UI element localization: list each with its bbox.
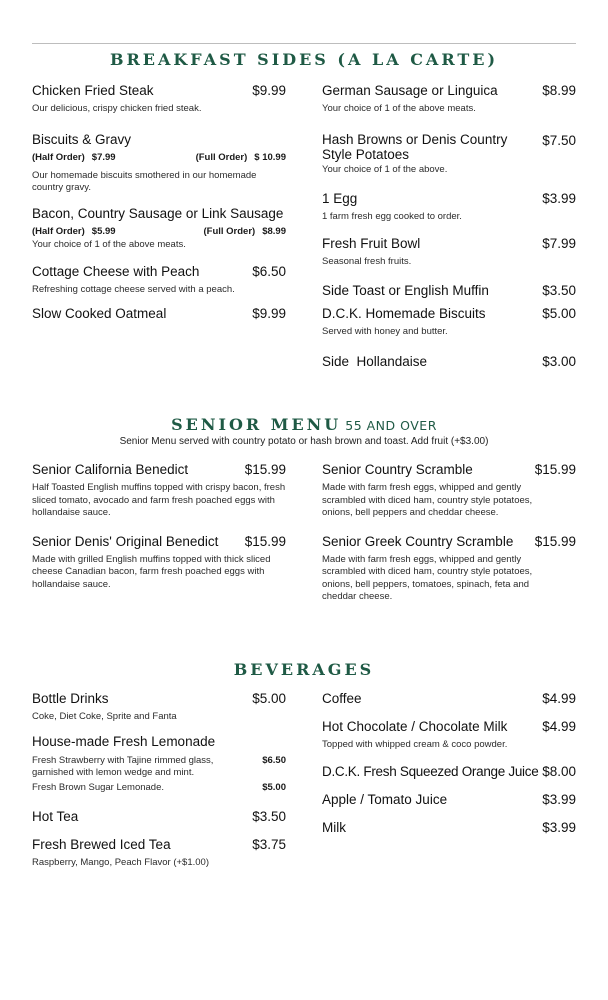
menu-item-iced-tea [32, 836, 286, 870]
item-description: Refreshing cottage cheese served with a peach. [32, 284, 235, 295]
menu-item-german-sausage [322, 82, 576, 116]
menu-item-senior-denis-benedict [32, 533, 286, 592]
item-name: Side Toast or English Muffin [322, 283, 489, 298]
menu-item-fruit-bowl [322, 235, 576, 269]
item-price: $7.99 [542, 235, 576, 251]
lemonade-option-strawberry [32, 755, 286, 779]
senior-menu-note: Senior Menu served with country potato or hash brown and toast. Add fruit (+$3.00) [119, 436, 489, 447]
menu-item-hash-browns [322, 132, 576, 177]
menu-item-egg [322, 190, 576, 224]
menu-item-hot-chocolate [322, 718, 576, 752]
menu-item-cottage-cheese [32, 263, 286, 297]
item-name: Chicken Fried Steak [32, 83, 154, 98]
item-price: $6.50 [252, 264, 286, 279]
item-description: Made with grilled English muffins topped with thick sliced cheese Canadian bacon, farm fresh poached eggs with hollandaise sauce. [32, 553, 271, 590]
item-price: $15.99 [244, 533, 286, 549]
menu-item-side-toast [322, 282, 576, 301]
item-price: $4.99 [542, 719, 576, 734]
item-name: D.C.K. Fresh Squeezed Orange Juice [322, 763, 539, 779]
beverages-right-column [322, 690, 576, 838]
item-name: Fresh Brewed Iced Tea [32, 836, 171, 852]
half-full-prices [32, 152, 286, 165]
item-price: $4.99 [542, 691, 576, 706]
item-description: Your choice of 1 of the above meats. [32, 238, 186, 250]
item-name: House-made Fresh Lemonade [32, 733, 216, 749]
option-text: Fresh Strawberry with Tajine rimmed glass, garnished with lemon wedge and mint. [32, 754, 214, 778]
half-order-price: $7.99 [91, 151, 116, 163]
item-name: Biscuits & Gravy [32, 131, 132, 147]
option-text: Fresh Brown Sugar Lemonade. [32, 781, 165, 793]
breakfast-sides-heading: BREAKFAST SIDES (A LA CARTE) [109, 50, 499, 69]
item-description: Our delicious, crispy chicken fried steak. [32, 103, 202, 114]
item-description: Half Toasted English muffins topped with crispy bacon, fresh sliced tomato, avocado and farm fresh poached eggs with hollandaise sauce. [32, 482, 286, 518]
item-price: $3.00 [542, 353, 576, 369]
menu-item-hot-tea [32, 808, 286, 827]
half-full-prices [32, 226, 286, 239]
item-name: Bacon, Country Sausage or Link Sausage [32, 205, 284, 221]
item-name: Cottage Cheese with Peach [32, 264, 200, 279]
item-name: Apple / Tomato Juice [322, 791, 448, 807]
item-name: Slow Cooked Oatmeal [32, 305, 167, 321]
item-name: Side Hollandaise [322, 353, 428, 369]
item-description: Your choice of 1 of the above. [322, 163, 448, 175]
menu-item-milk [322, 819, 576, 838]
item-price: $3.75 [252, 836, 286, 852]
half-order-price: $5.99 [91, 225, 116, 237]
item-name: Coffee [322, 691, 362, 706]
top-divider [32, 43, 576, 44]
item-description: Topped with whipped cream & coco powder. [322, 739, 508, 750]
item-name: D.C.K. Homemade Biscuits [322, 306, 486, 321]
item-name: Senior Country Scramble [322, 462, 473, 477]
item-price: $7.50 [542, 132, 576, 148]
item-name: Senior Greek Country Scramble [322, 533, 514, 549]
item-name: Hash Browns or Denis Country Style Potatoes [322, 131, 508, 162]
item-description: Made with farm fresh eggs, whipped and gently scrambled with diced ham, country style potatoes, onions, bell peppers, tomatoes, spinach, feta and cheddar cheese. [322, 553, 533, 602]
menu-item-senior-greek-scramble [322, 533, 576, 604]
item-description: Coke, Diet Coke, Sprite and Fanta [32, 711, 177, 722]
item-description: Your choice of 1 of the above meats. [322, 103, 476, 114]
menu-item-bacon-sausage [32, 205, 286, 252]
beverages-heading: BEVERAGES [233, 660, 375, 679]
menu-item-chicken-fried-steak [32, 82, 286, 116]
senior-menu-title: SENIOR MENU [171, 415, 342, 434]
item-description: Made with farm fresh eggs, whipped and gently scrambled with diced ham, country style potatoes, onions, bell peppers and cheddar cheese. [322, 482, 533, 518]
item-price: $3.99 [542, 819, 576, 835]
item-price: $8.99 [542, 83, 576, 98]
item-price: $9.99 [252, 83, 286, 98]
full-order-label: (Full Order) [203, 225, 256, 237]
menu-item-senior-country-scramble [322, 461, 576, 520]
breakfast-right-column [322, 82, 576, 372]
item-name: Hot Tea [32, 808, 79, 824]
item-description: 1 farm fresh egg cooked to order. [322, 211, 462, 222]
item-description: Raspberry, Mango, Peach Flavor (+$1.00) [32, 856, 209, 868]
beverages-left-column [32, 690, 286, 869]
senior-left-column [32, 461, 286, 591]
item-description: Served with honey and butter. [322, 326, 448, 337]
menu-item-biscuits-gravy [32, 131, 286, 195]
item-name: Senior California Benedict [32, 462, 189, 477]
item-price: $15.99 [534, 462, 576, 477]
menu-item-side-hollandaise [322, 353, 576, 372]
senior-right-column [322, 461, 576, 604]
item-name: Fresh Fruit Bowl [322, 235, 421, 251]
item-name: Bottle Drinks [32, 691, 109, 706]
item-name: German Sausage or Linguica [322, 83, 498, 98]
senior-menu-subtitle: 55 AND OVER [345, 418, 437, 433]
item-price: $8.00 [542, 763, 576, 779]
menu-item-oatmeal [32, 305, 286, 324]
senior-menu-heading [0, 415, 608, 434]
menu-item-lemonade [32, 733, 286, 794]
item-price: $9.99 [252, 305, 286, 321]
item-name: Milk [322, 819, 346, 835]
item-price: $3.99 [542, 191, 576, 206]
item-price: $3.50 [542, 283, 576, 298]
menu-item-homemade-biscuits [322, 305, 576, 339]
half-order-label: (Half Order) [32, 151, 85, 163]
item-price: $5.00 [542, 306, 576, 321]
item-price: $15.99 [534, 533, 576, 549]
menu-item-coffee [322, 690, 576, 709]
item-price: $3.99 [542, 791, 576, 807]
menu-item-bottle-drinks [32, 690, 286, 724]
menu-item-orange-juice [322, 763, 576, 782]
full-order-label: (Full Order) [195, 151, 248, 163]
full-order-price: $ 10.99 [254, 151, 286, 163]
option-price: $6.50 [262, 754, 286, 766]
menu-item-senior-california-benedict [32, 461, 286, 520]
item-price: $3.50 [252, 808, 286, 824]
item-name: Senior Denis' Original Benedict [32, 533, 219, 549]
option-price: $5.00 [262, 781, 286, 793]
item-price: $5.00 [252, 691, 286, 706]
breakfast-left-column [32, 82, 286, 324]
item-name: Hot Chocolate / Chocolate Milk [322, 719, 508, 734]
full-order-price: $8.99 [262, 225, 286, 237]
item-price: $15.99 [244, 462, 286, 477]
menu-item-apple-tomato-juice [322, 791, 576, 810]
lemonade-option-brown-sugar [32, 782, 286, 794]
item-name: 1 Egg [322, 191, 358, 206]
item-description: Our homemade biscuits smothered in our homemade country gravy. [32, 169, 257, 193]
half-order-label: (Half Order) [32, 225, 85, 237]
item-description: Seasonal fresh fruits. [322, 255, 412, 267]
